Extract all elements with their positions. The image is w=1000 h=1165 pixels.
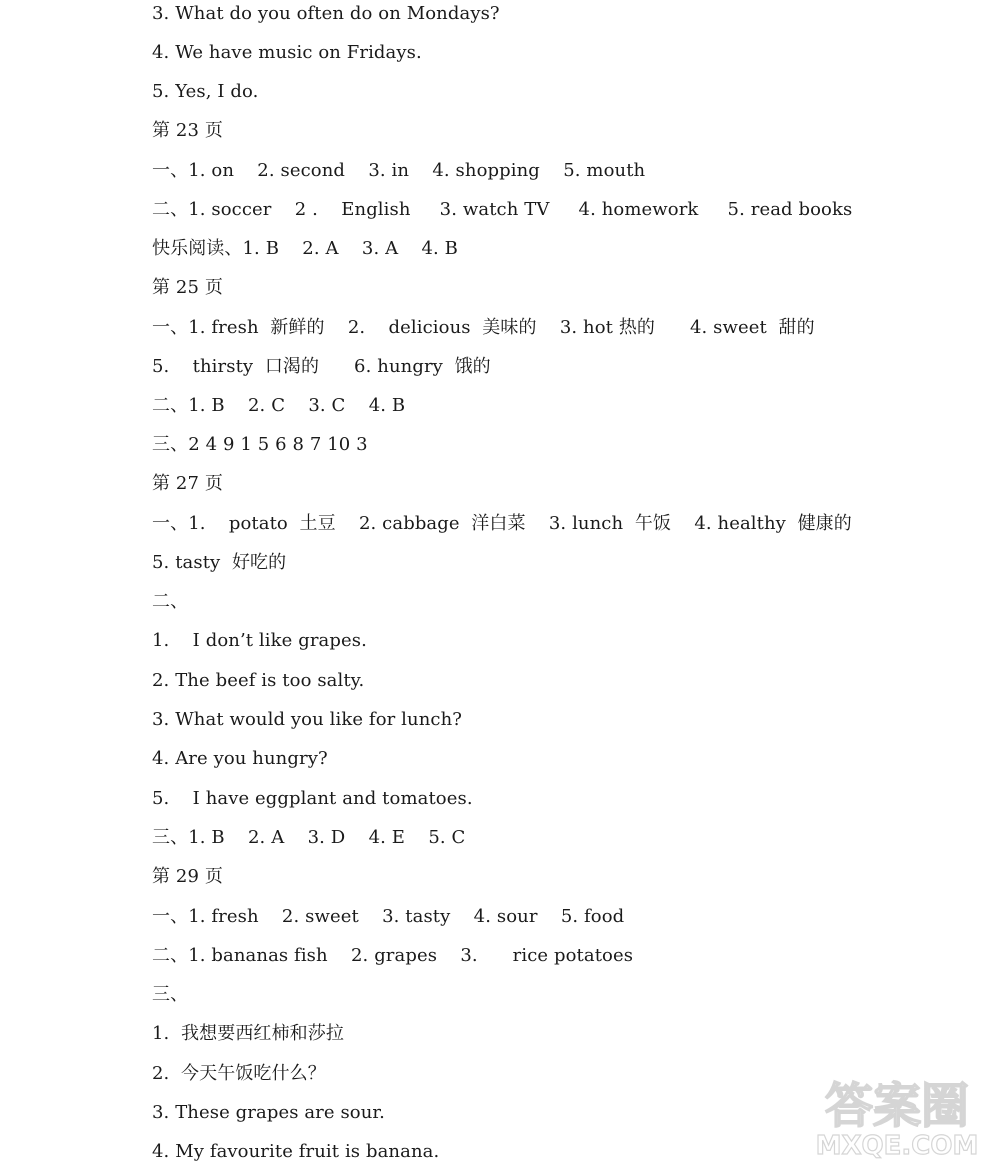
page-heading-23: 第 23 页 bbox=[152, 120, 223, 141]
answer-line-grapes-sour: 3. These grapes are sour. bbox=[152, 1102, 385, 1123]
answer-line-lunch-today: 2. 今天午饭吃什么？ bbox=[152, 1063, 326, 1084]
answer-line-p25-part2: 二、1. B 2. C 3. C 4. B bbox=[152, 395, 406, 416]
answer-line-p27-part3: 三、1. B 2. A 3. D 4. E 5. C bbox=[152, 827, 466, 848]
watermark-site-text: MXQE.COM bbox=[815, 1131, 979, 1160]
mxqe-watermark-logo bbox=[802, 1070, 992, 1160]
answer-line-p29-part1: 一、1. fresh 2. sweet 3. tasty 4. sour 5. food bbox=[152, 906, 625, 927]
answer-line-p27-part1b: 5. tasty 好吃的 bbox=[152, 552, 287, 573]
answer-line-mondays-question: 3. What do you often do on Mondays? bbox=[152, 3, 500, 24]
answer-line-p25-part1a: 一、1. fresh 新鲜的 2. delicious 美味的 3. hot 热的 4. sweet 甜的 bbox=[152, 317, 815, 338]
answer-line-p23-reading: 快乐阅读、1. B 2. A 3. A 4. B bbox=[152, 238, 458, 259]
page-heading-29: 第 29 页 bbox=[152, 866, 223, 887]
answer-line-lunch-question: 3. What would you like for lunch? bbox=[152, 709, 463, 730]
answer-line-p23-part2: 二、1. soccer 2 . English 3. watch TV 4. homework 5. read books bbox=[152, 199, 853, 220]
answer-line-beef-salty: 2. The beef is too salty. bbox=[152, 670, 365, 691]
answer-line-p27-part2-label: 二、 bbox=[152, 591, 189, 612]
watermark-brand-text: 答案圈 bbox=[824, 1078, 970, 1134]
answer-line-p25-part1b: 5. thirsty 口渴的 6. hungry 饿的 bbox=[152, 356, 491, 377]
answer-line-hungry-question: 4. Are you hungry? bbox=[152, 748, 328, 769]
answer-line-music-fridays: 4. We have music on Fridays. bbox=[152, 42, 422, 63]
answer-line-eggplant: 5. I have eggplant and tomatoes. bbox=[152, 788, 473, 809]
answer-line-p23-part1: 一、1. on 2. second 3. in 4. shopping 5. mouth bbox=[152, 160, 646, 181]
answer-line-p25-part3: 三、2 4 9 1 5 6 8 7 10 3 bbox=[152, 434, 368, 455]
answer-line-grapes: 1. I don’t like grapes. bbox=[152, 630, 367, 651]
answer-line-p27-part1a: 一、1. potato 土豆 2. cabbage 洋白菜 3. lunch 午饭 4. healthy 健康的 bbox=[152, 513, 852, 534]
page-heading-27: 第 27 页 bbox=[152, 473, 223, 494]
answer-line-p29-part2: 二、1. bananas fish 2. grapes 3. rice potatoes bbox=[152, 945, 634, 966]
answer-line-p29-part3-label: 三、 bbox=[152, 984, 189, 1005]
page-heading-25: 第 25 页 bbox=[152, 277, 223, 298]
answer-line-favourite-fruit: 4. My favourite fruit is banana. bbox=[152, 1141, 440, 1162]
answer-line-tomato-salad: 1. 我想要西红柿和莎拉 bbox=[152, 1023, 344, 1044]
answer-line-yes-i-do: 5. Yes, I do. bbox=[152, 81, 259, 102]
